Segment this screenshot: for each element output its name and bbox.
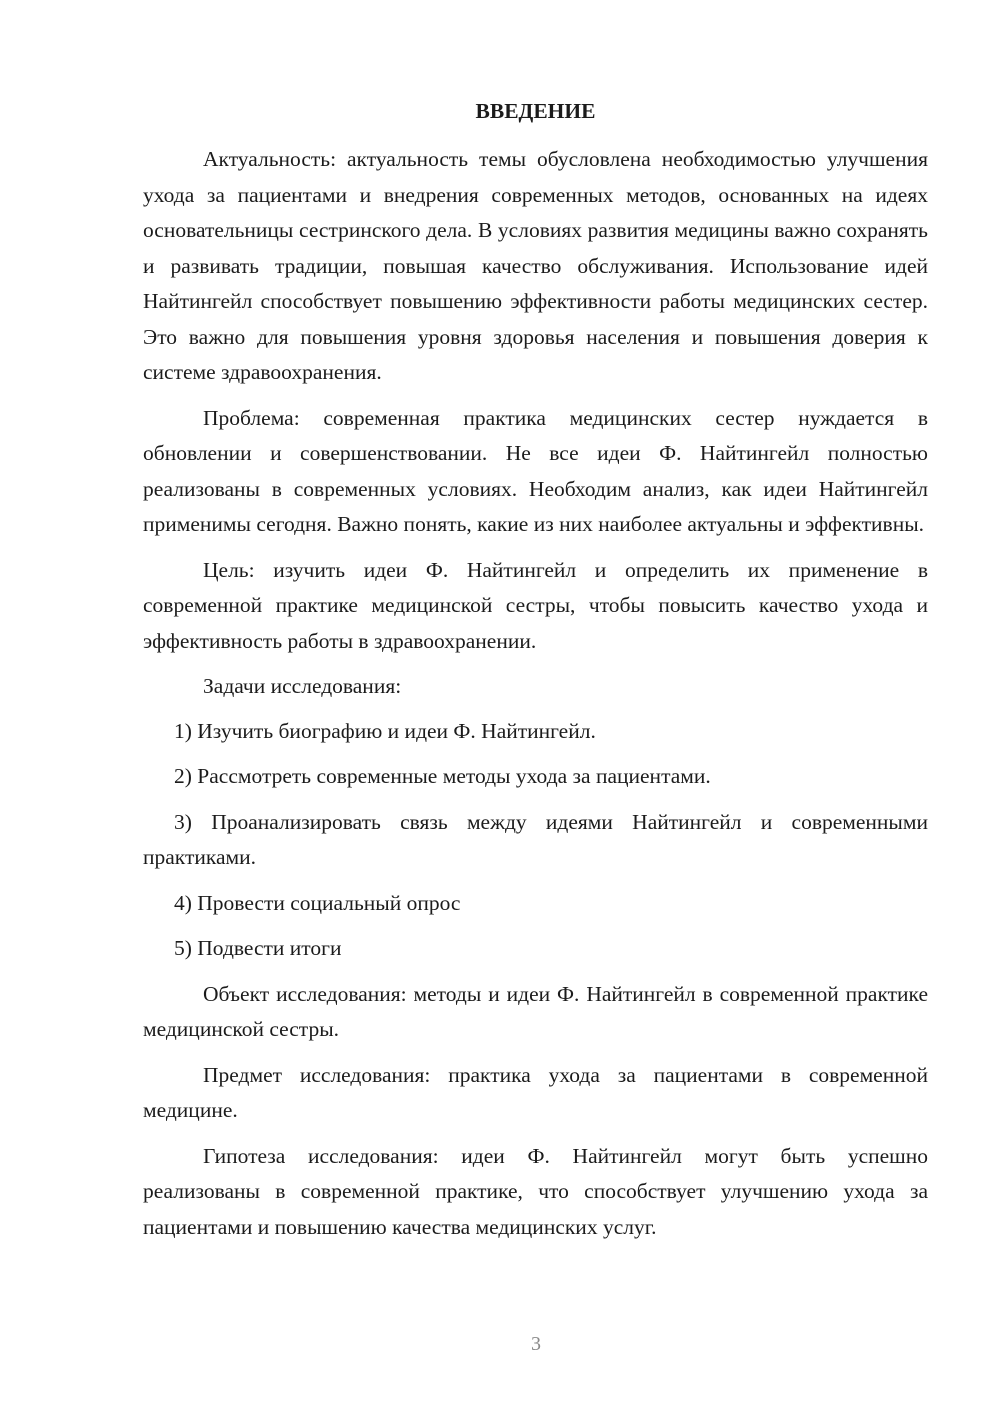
object-paragraph: Объект исследования: методы и идеи Ф. Найтингейл в современной практике медицинской сестры. (143, 981, 928, 1041)
relevance-paragraph: Актуальность: актуальность темы обусловлена необходимостью улучшения ухода за пациентами и внедрения современных методов, основанных на идеях основательницы сестринского дела. В условиях развития медицины важно сохранять и развивать традиции, повышая качество обслуживания. Использование идей Найтингейл способствует повышению эффективности работы медицинских сестер. Это важно для повышения уровня здоровья населения и повышения доверия к системе здравоохранения. (143, 147, 928, 384)
page-number: 3 (531, 1333, 541, 1355)
task-item-1: 1) Изучить биографию и идеи Ф. Найтингейл. (174, 718, 596, 743)
task-item-3: 3) Проанализировать связь между идеями Найтингейл и современными практиками. (143, 809, 928, 869)
task-item-5: 5) Подвести итоги (174, 936, 342, 960)
tasks-heading: Задачи исследования: (203, 674, 402, 698)
goal-paragraph: Цель: изучить идеи Ф. Найтингейл и определить их применение в современной практике медицинской сестры, чтобы повысить качество ухода и эффективность работы в здравоохранении. (143, 557, 928, 653)
task-item-2: 2) Рассмотреть современные методы ухода за пациентами. (174, 764, 711, 788)
section-heading: ВВЕДЕНИЕ (475, 99, 596, 123)
subject-paragraph: Предмет исследования: практика ухода за пациентами в современной медицине. (143, 1062, 928, 1122)
page-body (143, 142, 928, 1255)
problem-paragraph: Проблема: современная практика медицинских сестер нуждается в обновлении и совершенствовании. Не все идеи Ф. Найтингейл полностью реализованы в современных условиях. Необходим анализ, как идеи Найтингейл применимы сегодня. Важно понять, какие из них наиболее актуальны и эффективны. (143, 405, 928, 536)
task-item-4: 4) Провести социальный опрос (174, 890, 461, 915)
hypothesis-paragraph: Гипотеза исследования: идеи Ф. Найтингейл могут быть успешно реализованы в современной практике, что способствует улучшению ухода за пациентами и повышению качества медицинских услуг. (143, 1143, 928, 1239)
